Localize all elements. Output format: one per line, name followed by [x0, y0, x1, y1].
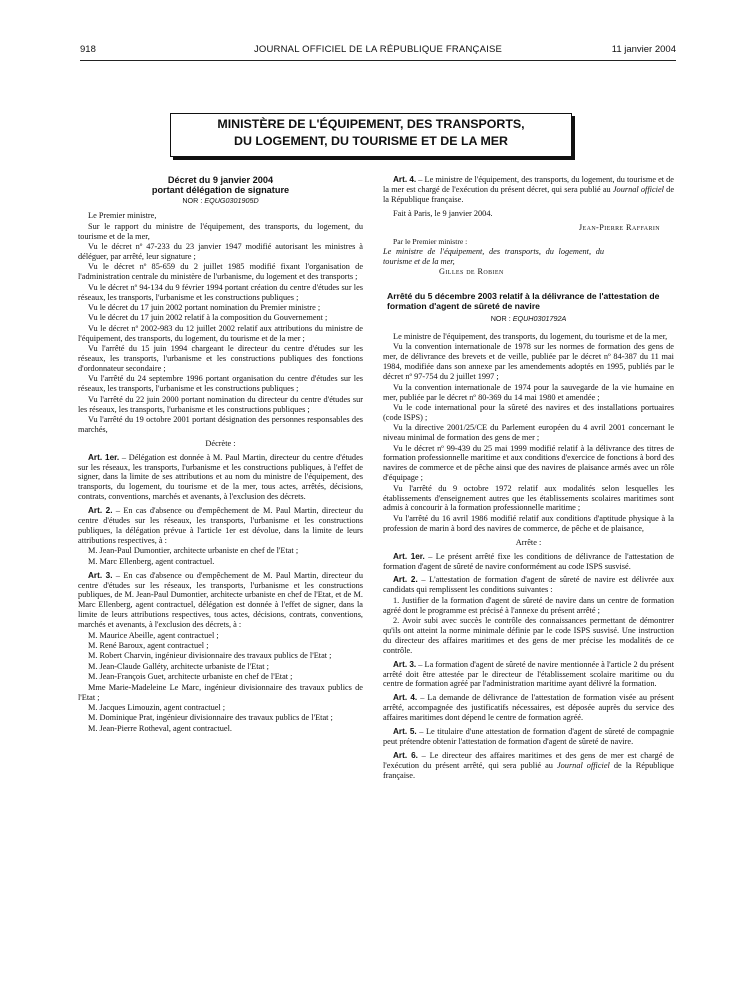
decret-article-2: [78, 506, 363, 546]
article-label: Art. 1er.: [88, 452, 120, 462]
article-label: Art. 3.: [88, 570, 113, 580]
fait-a-paris: Fait à Paris, le 9 janvier 2004.: [393, 208, 493, 218]
decret-paragraph: Vu le décret du 17 juin 2002 portant nomination du Premier ministre ;: [88, 302, 321, 312]
page-number: 918: [80, 44, 96, 55]
decret-paragraph: Vu l'arrêté du 24 septembre 1996 portant organisation du centre d'études sur les réseaux, les transports, l'urbanisme et les constructions publiques ;: [78, 374, 363, 394]
list-item: M. Jacques Limouzin, agent contractuel ;: [88, 702, 226, 712]
decret-paragraph: Vu le décret nº 85-659 du 2 juillet 1985 modifié fixant l'organisation de l'administration centrale du ministère de l'urbanisme, du logement et des transports ;: [78, 262, 363, 282]
article-text: – En cas d'absence ou d'empêchement de M. Paul Martin, directeur du centre d'études sur les réseaux, les transports, l'urbanisme et les constructions publiques, la délégation prévue à l'article 1er est dévolue, dans la limite de leurs attributions respectives, à :: [78, 506, 363, 545]
list-item: M. Dominique Prat, ingénieur divisionnaire des travaux publics de l'Etat ;: [88, 713, 333, 723]
article-text: – Le présent arrêté fixe les conditions de délivrance de l'attestation de formation d'agent de sûreté de navire conformément au code ISPS susvisé.: [383, 551, 674, 571]
arrete-title: Arrêté du 5 décembre 2003 relatif à la délivrance de l'attestation de formation d'agent de sûreté de navire: [387, 291, 660, 312]
article-text: – La demande de délivrance de l'attestation de formation visée au présent arrêté, accompagnée des justificatifs nécessaires, est déposée auprès du service des affaires maritimes dont dépend le centre de formation agréé.: [383, 693, 674, 723]
decret-title-line-1: Décret du 9 janvier 2004: [167, 175, 274, 185]
article-text: – Le ministre de l'équipement, des transports, du logement, du tourisme et de la mer est chargé de l'exécution du présent décret, qui sera publié au: [383, 175, 674, 194]
arrete-paragraph: Vu l'arrêté du 16 avril 1986 modifié relatif aux conditions d'aptitude physique à la profession de marin à bord des navires de commerce, de pêche et de plaisance,: [383, 513, 674, 533]
arrete-nor-label: NOR :: [490, 314, 511, 324]
signatory-minister: Gilles de Robien: [439, 267, 504, 277]
arrete-nor: [383, 314, 674, 324]
decret-nor-label: NOR :: [182, 196, 203, 206]
decret-paragraph: Vu l'arrêté du 15 juin 1994 chargeant le directeur du centre d'études sur les réseaux, les transports, l'urbanisme et les constructions publiques des fonctions d'ordonnateur secondaire ;: [78, 344, 363, 373]
arrete-article-2: [383, 575, 674, 595]
arrete-nor-code: EQUH0301792A: [512, 314, 567, 324]
list-item: Mme Marie-Madeleine Le Marc, ingénieur divisionnaire des travaux publics de l'Etat ;: [78, 682, 363, 702]
left-column: [78, 175, 363, 734]
article-text-italic: Journal officiel: [612, 184, 664, 194]
article-label: Art. 5.: [393, 727, 417, 737]
ministry-banner: [170, 113, 572, 157]
decret-title: [78, 175, 363, 195]
decret-paragraph: Vu le décret nº 47-233 du 23 janvier 1947 modifié autorisant les ministres à déléguer, par arrêté, leur signature ;: [78, 242, 363, 261]
decret-paragraph: Vu l'arrêté du 22 juin 2000 portant nomination du directeur du centre d'études sur les réseaux, les transports, l'urbanisme et les constructions publiques ;: [78, 394, 363, 414]
article-text: – Le directeur des affaires maritimes et des gens de mer est chargé de l'exécution du présent arrêté, qui sera publié au: [383, 750, 674, 770]
decret-nor-code: EQUG0301905D: [204, 196, 259, 206]
decret-article-3: [78, 571, 363, 630]
article-text: de la République française.: [383, 760, 674, 780]
decret-paragraph: Vu le décret du 17 juin 2002 relatif à la composition du Gouvernement ;: [88, 313, 328, 323]
article-text: – Délégation est donnée à M. Paul Martin, directeur du centre d'études sur les réseaux, les transports, l'urbanisme et les constructions publiques, à l'effet de signer, dans la limite de ses attributions et au nom du ministre de l'équipement, des transports, du logement, du tourisme et de la mer, tous actes, arrêtés, décisions, contrats, conventions, marchés et avenants, à l'exclusion des décrets.: [78, 452, 363, 502]
decret-paragraph: Le Premier ministre,: [88, 211, 157, 221]
arrete-article-5: [383, 727, 674, 747]
right-column: [383, 175, 674, 781]
list-item: M. Jean-Paul Dumontier, architecte urbaniste en chef de l'Etat ;: [88, 546, 299, 556]
article-text: – Le titulaire d'une attestation de formation d'agent de sûreté de compagnie peut prétendre obtenir l'attestation de formation d'agent de sûreté de navire.: [383, 727, 674, 746]
decret-paragraph: Sur le rapport du ministre de l'équipement, des transports, du logement, du tourisme et de la mer,: [78, 221, 363, 241]
ministry-line-2: DU LOGEMENT, DU TOURISME ET DE LA MER: [234, 134, 508, 148]
arrete-paragraph: Le ministre de l'équipement, des transports, du logement, du tourisme et de la mer,: [393, 332, 668, 342]
arrete-paragraph: Vu la convention internationale de 1974 pour la sauvegarde de la vie humaine en mer, publiée par le décret nº 80-369 du 14 mai 1980 et amendée ;: [383, 382, 674, 402]
signatory-prime-minister: Jean-Pierre Raffarin: [578, 222, 660, 232]
arrete-paragraph: Vu la convention internationale de 1978 sur les normes de formation des gens de mer, de délivrance des brevets et de veille, publiée par le décret nº 84-387 du 11 mai 1984, modifiée dans son annexe par les amendements adoptés en 1995, publiés par le décret nº 97-754 du 2 juillet 1997 ;: [383, 342, 674, 382]
article-label: Art. 4.: [393, 175, 417, 184]
decrete-heading: Décrète :: [205, 438, 236, 448]
ministry-line-1: MINISTÈRE DE L'ÉQUIPEMENT, DES TRANSPORTS,: [217, 117, 525, 131]
list-item: M. Marc Ellenberg, agent contractuel.: [88, 556, 215, 566]
arrete-paragraph: Vu la directive 2001/25/CE du Parlement européen du 4 avril 2001 concernant le niveau minimal de formation des gens de mer ;: [383, 423, 674, 443]
decret-paragraph: Vu l'arrêté du 19 octobre 2001 portant désignation des personnes responsables des marchés,: [78, 414, 363, 434]
list-item: M. Jean-Claude Galléty, architecte urbaniste de l'Etat ;: [88, 661, 269, 671]
page-header: [80, 44, 676, 58]
article-text: – L'attestation de formation d'agent de sûreté de navire est délivrée aux candidats qui remplissent les conditions suivantes :: [383, 575, 674, 595]
arrete-paragraph: Vu le code international pour la sûreté des navires et des installations portuaires (code ISPS) ;: [383, 402, 674, 422]
journal-title: JOURNAL OFFICIEL DE LA RÉPUBLIQUE FRANÇAISE: [253, 44, 503, 55]
list-item: 1. Justifier de la formation d'agent de sûreté de navire dans un centre de formation agréé dont le programme est précisé à l'annexe du présent arrêté ;: [383, 595, 674, 615]
arrete-heading: Arrête :: [515, 537, 542, 547]
header-rule: [80, 60, 676, 61]
article-label: Art. 4.: [393, 693, 418, 703]
arrete-paragraph: Vu le décret nº 99-439 du 25 mai 1999 modifié relatif à la délivrance des titres de formation professionnelle maritime et aux conditions d'exercice de fonctions à bord des navires de commerce et de pêche ainsi que des navires de plaisance armés avec un rôle d'équipage ;: [383, 443, 674, 483]
article-label: Art. 2.: [393, 575, 418, 585]
list-item: M. Jean-François Guet, architecte urbaniste en chef de l'Etat ;: [88, 672, 293, 682]
list-item: M. Jean-Pierre Rotheval, agent contractuel.: [88, 723, 232, 733]
minister-title: Le ministre de l'équipement, des transports, du logement, du tourisme et de la mer,: [383, 246, 604, 266]
decret-article-4: [383, 175, 674, 205]
list-item: M. René Baroux, agent contractuel ;: [88, 640, 209, 650]
decret-nor: [78, 196, 363, 206]
list-item: M. Robert Charvin, ingénieur divisionnaire des travaux publics de l'Etat ;: [88, 651, 332, 661]
article-text: – En cas d'absence ou d'empêchement de M. Paul Martin, directeur du centre d'études sur les réseaux, les transports, l'urbanisme et les constructions publiques, de M. Jean-Paul Dumontier, architecte urbaniste en chef de l'Etat, et de M. Marc Ellenberg, agent contractuel, délégation est donnée à l'effet de signer, dans la limite de leurs attributions respectives, tous actes, décisions, contrats, conventions, marchés et avenants, à l'exclusion des décrets, à :: [78, 570, 363, 630]
arrete-article-4: [383, 693, 674, 723]
article-label: Art. 3.: [393, 659, 417, 669]
decret-paragraph: Vu le décret nº 94-134 du 9 février 1994 portant création du centre d'études sur les réseaux, les transports, l'urbanisme et les constructions publiques ;: [78, 282, 363, 302]
article-label: Art. 6.: [393, 750, 418, 760]
article-label: Art. 1er.: [393, 551, 425, 561]
article-label: Art. 2.: [88, 506, 113, 516]
arrete-article-3: [383, 660, 674, 690]
arrete-paragraph: Vu l'arrêté du 9 octobre 1972 relatif aux modalités selon lesquelles les établissements d'enseignement autres que les établissements scolaires maritimes sont admis à concourir à la formation professionnelle maritime ;: [383, 483, 674, 513]
article-text-italic: Journal officiel: [556, 760, 610, 770]
arrete-article-6: [383, 751, 674, 781]
arrete-article-1: [383, 552, 674, 572]
article-text: de la République française.: [383, 184, 675, 204]
issue-date: 11 janvier 2004: [611, 44, 676, 55]
list-item: 2. Avoir subi avec succès le contrôle des connaissances permettant de démontrer qu'ils ont atteint la norme minimale définie par le code ISPS susvisé. Une instruction du directeur des affaires maritimes et des gens de mer précise les modalités de ce contrôle.: [383, 616, 674, 655]
list-item: M. Maurice Abeille, agent contractuel ;: [88, 630, 219, 640]
par-le-premier-ministre: Par le Premier ministre :: [393, 236, 468, 246]
article-text: – La formation d'agent de sûreté de navire mentionnée à l'article 2 du présent arrêté doit être attestée par le directeur de l'établissement scolaire maritime ou du centre de formation agréé par l'administration maritime ayant délivré la formation.: [383, 659, 675, 689]
decret-title-line-2: portant délégation de signature: [151, 185, 290, 196]
decret-article-1: [78, 453, 363, 503]
decret-paragraph: Vu le décret nº 2002-983 du 12 juillet 2002 relatif aux attributions du ministre de l'équipement, des transports, du logement, du tourisme et de la mer ;: [78, 323, 363, 343]
